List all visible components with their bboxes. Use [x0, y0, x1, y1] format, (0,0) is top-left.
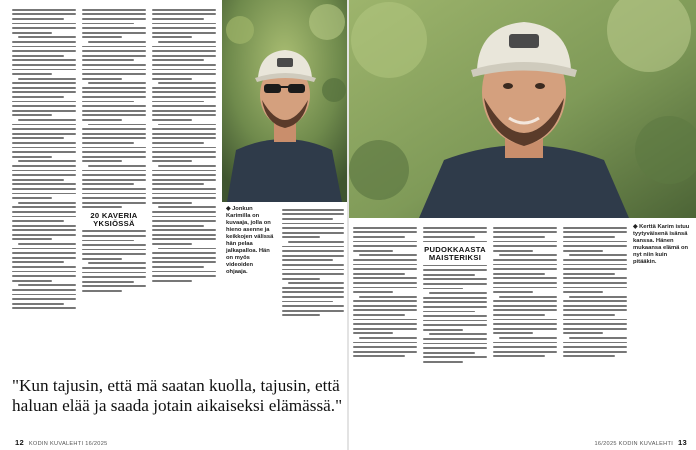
- text-column-6: [423, 224, 487, 434]
- caption-text: Jonkun Karimilla on kuvaaja, jolla on hieno asenne ja keikkojen välissä hän pelaa jalkapalloa. Hän on myös videoiden ohjaaja.: [226, 206, 274, 275]
- issue-number: 16/2025: [85, 441, 108, 447]
- text-column-5: [353, 224, 417, 434]
- publication-name: KODIN KUVALEHTI: [618, 441, 674, 447]
- text-column-1: [12, 6, 76, 370]
- text-column-4: [282, 206, 344, 368]
- right-subhead: PUDOKKAASTA MAISTERIKSI: [424, 245, 486, 262]
- pull-quote: "Kun tajusin, että mä saatan kuolla, tajusin, että haluan elää ja saada jotain aikaiseksi elämässä.": [12, 376, 343, 415]
- page-number: 12: [15, 438, 25, 447]
- caption-arrow-icon: ◆: [226, 206, 233, 212]
- text-column-7: [493, 224, 557, 434]
- page-number: 13: [677, 438, 687, 447]
- left-photo-caption: [226, 206, 276, 276]
- text-column-2: [82, 6, 146, 370]
- caption-arrow-icon: ◆: [633, 224, 640, 230]
- text-column-3: [152, 6, 216, 370]
- text-column-8: [563, 224, 627, 434]
- right-page-footer: [594, 438, 690, 447]
- portrait-photo-right: [349, 0, 696, 218]
- right-photo-caption: [633, 224, 691, 266]
- caption-text: Kerttä Karim istuu tyytyväisenä isänsä kanssa. Hänen mukaansa elämä on nyt niin kuin pitääkin.: [633, 224, 690, 265]
- portrait-photo-left: [222, 0, 347, 202]
- issue-number: 16/2025: [594, 441, 617, 447]
- publication-name: KODIN KUVALEHTI: [28, 441, 84, 447]
- right-page: [349, 0, 696, 450]
- left-page-footer: [12, 438, 108, 447]
- left-page: [0, 0, 347, 450]
- left-subhead: 20 KAVERIA YKSIÖSSÄ: [90, 211, 138, 228]
